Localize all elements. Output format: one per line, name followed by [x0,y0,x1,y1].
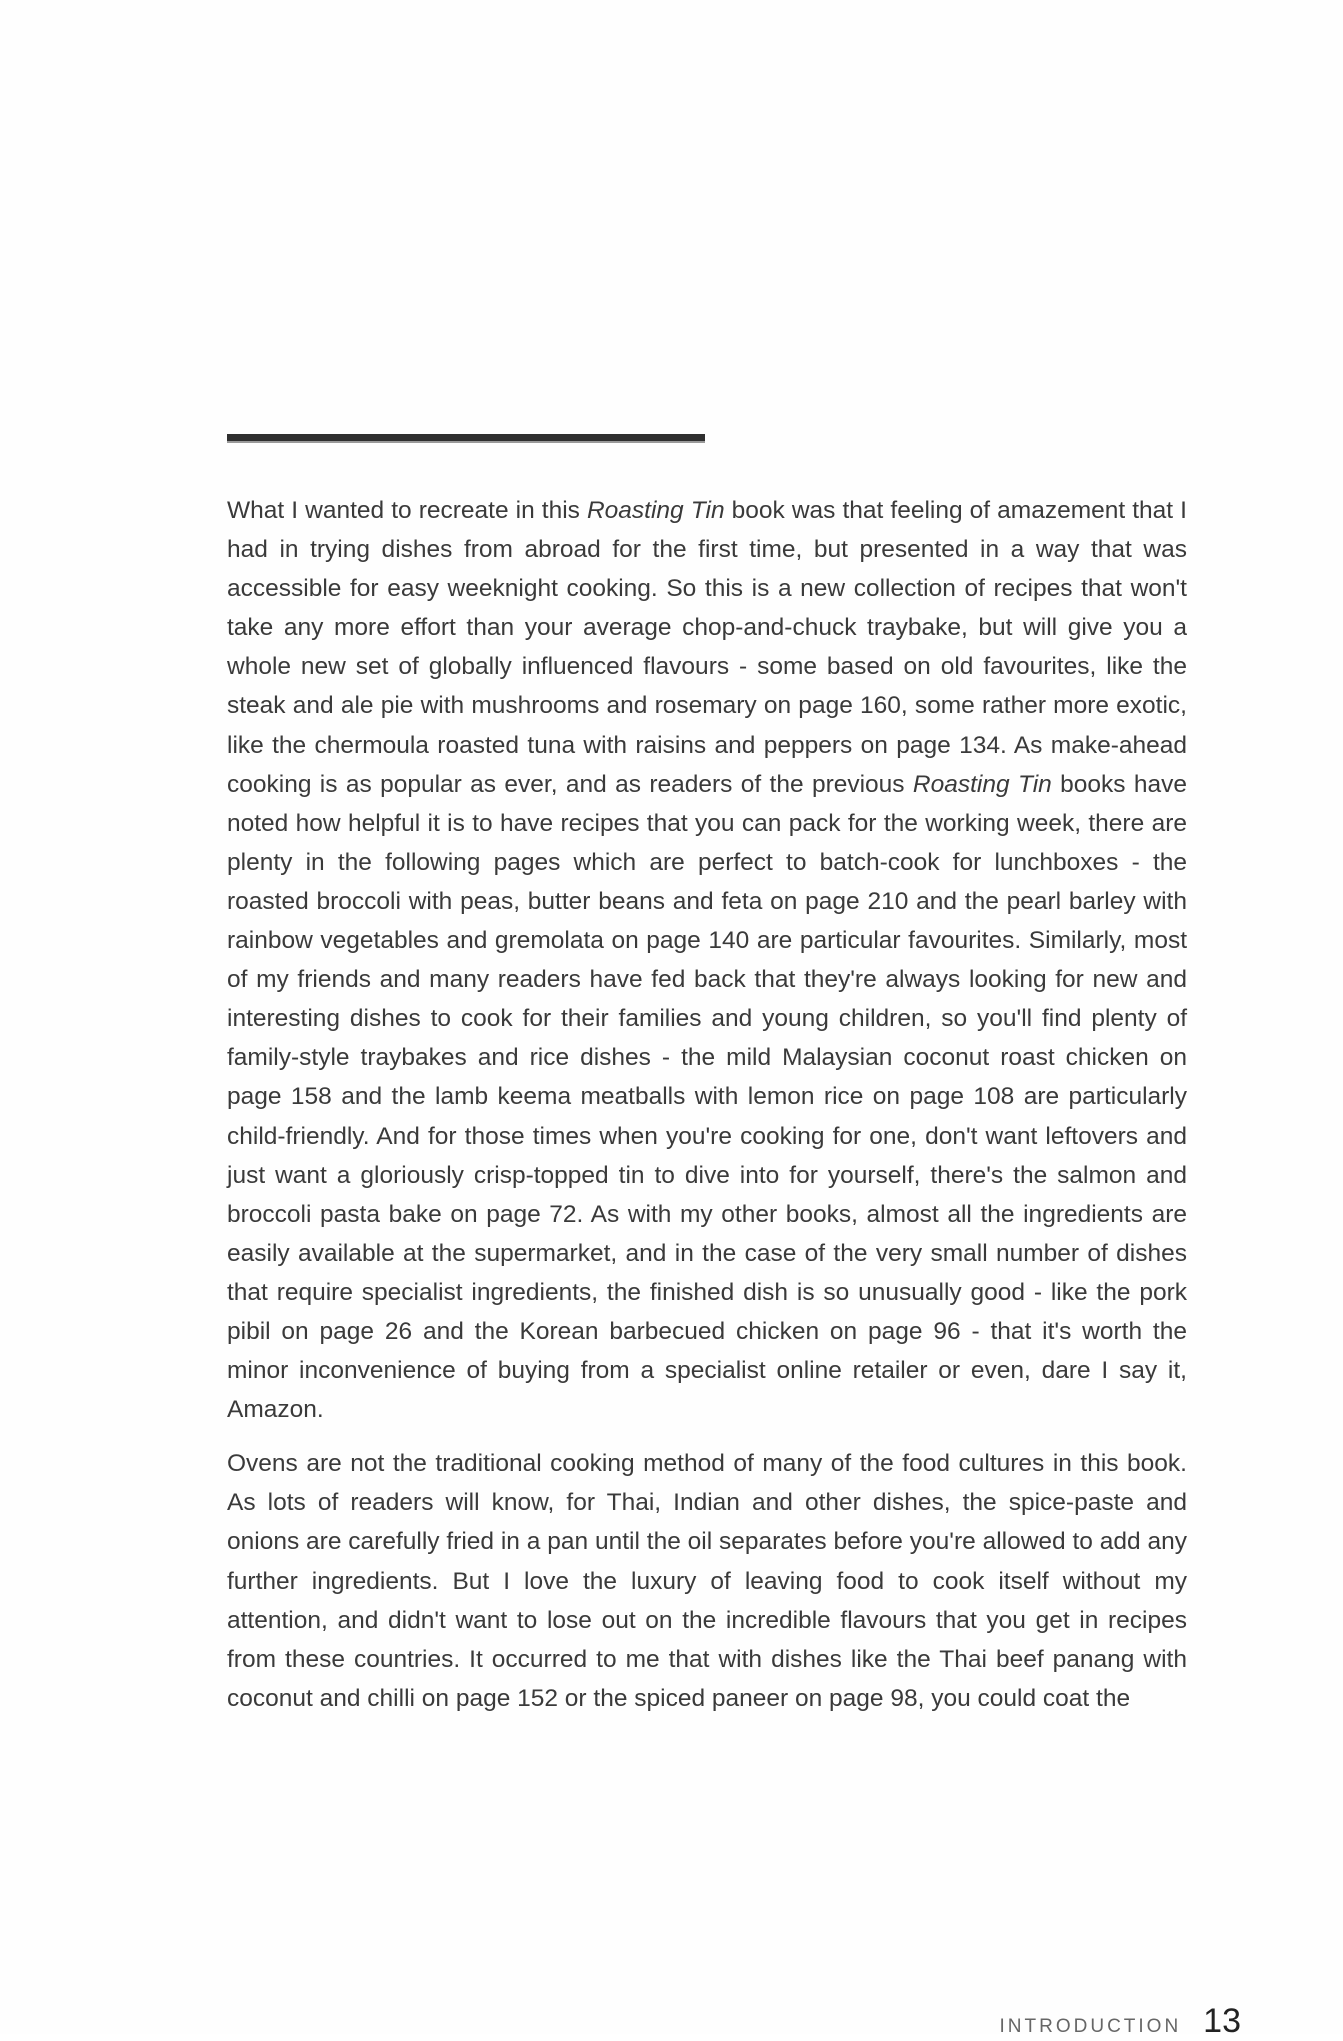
book-title-italic: Roasting Tin [586,497,725,524]
running-footer-section: INTRODUCTION [999,2016,1182,2037]
paragraph-2: Ovens are not the traditional cooking method of many of the food cultures in this book. As lots of readers will know, for Thai, Indian and other dishes, the spice-paste and onions are carefully fried in a pan until the oil separates before you're allowed to add any further ingredients. But I love the luxury of leaving food to cook itself without my attention, and didn't want to lose out on the incredible flavours that you get in recipes from these countries. It occurred to me that with dishes like the Thai beef panang with coconut and chilli on page 152 or the spiced paneer on page 98, you could coat the [227,1450,1187,1712]
page-number: 13 [1203,2002,1241,2040]
body-text [227,491,1187,1718]
header-rule [227,434,705,443]
paragraph-1-part-c: books have noted how helpful it is to have recipes that you can pack for the working week, there are plenty in the following pages which are perfect to batch-cook for lunchboxes - the roasted broccoli with peas, butter beans and feta on page 210 and the pearl barley with rainbow vegetables and gremolata on page 140 are particular favourites. Similarly, most of my friends and many readers have fed back that they're always looking for new and interesting dishes to cook for their families and young children, so you'll find plenty of family-style traybakes and rice dishes - the mild Malaysian coconut roast chicken on page 158 and the lamb keema meatballs with lemon rice on page 108 are particularly child-friendly. And for those times when you're cooking for one, don't want leftovers and just want a gloriously crisp-topped tin to dive into for yourself, there's the salmon and broccoli pasta bake on page 72. As with my other books, almost all the ingredients are easily available at the supermarket, and in the case of the very small number of dishes that require specialist ingredients, the finished dish is so unusually good - like the pork pibil on page 26 and the Korean barbecued chicken on page 96 - that it's worth the minor inconvenience of buying from a specialist online retailer or even, dare I say it, Amazon. [227,770,1187,1424]
paragraph-1-part-b: book was that feeling of amazement that I had in trying dishes from abroad for the first time, but presented in a way that was accessible for easy weeknight cooking. So this is a new collection of recipes that won't take any more effort than your average chop-and-chuck traybake, but will give you a whole new set of globally influenced flavours - some based on old favourites, like the steak and ale pie with mushrooms and rosemary on page 160, some rather more exotic, like the chermoula roasted tuna with raisins and peppers on page 134. As make-ahead cooking is as popular as ever, and as readers of the previous [227,497,1187,798]
paragraph-1-part-a: What I wanted to recreate in this [227,497,587,524]
page-footer [1000,2002,1241,2041]
paragraph-1 [227,491,1187,1429]
book-title-italic: Roasting Tin [912,770,1052,798]
